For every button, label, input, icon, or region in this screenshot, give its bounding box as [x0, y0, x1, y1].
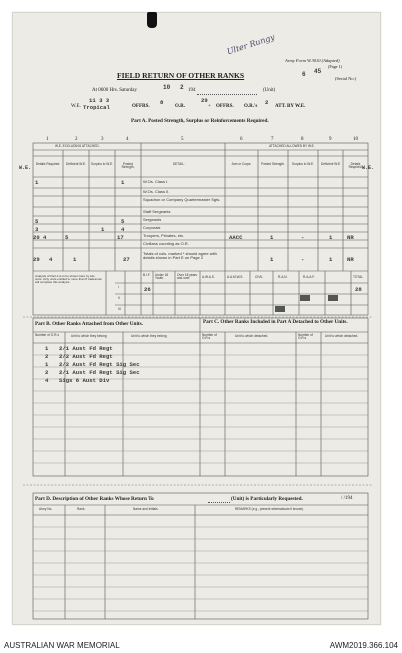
part-b-header: Number of O.R.s	[35, 333, 59, 337]
cell-value: 5	[35, 218, 39, 225]
part-d-header: REMARKS (e.g., present whereabouts if known).	[235, 507, 305, 511]
page-number: (Page 1)	[328, 64, 343, 69]
row-detail: W.Os. Class I.	[143, 179, 169, 184]
at-hours: At 0600 Hrs. Saturday	[92, 88, 137, 93]
handwritten-note: Ulter Rungy	[225, 32, 276, 57]
cell-value: 3	[35, 226, 39, 233]
part-b-unit: 2/1 Aust Fd Regt	[59, 345, 113, 352]
date-year: 194	[188, 88, 196, 93]
cell-value: 5	[121, 218, 125, 225]
offrs2-label: OFFRS.	[216, 104, 234, 109]
total-value: 29	[33, 256, 40, 263]
we-label: W.E.	[71, 104, 81, 109]
part-b-num: 1	[45, 361, 49, 368]
part-c-header: Number of O.R.s	[202, 333, 217, 341]
row-detail: W.Os. Class II.	[143, 189, 170, 194]
hdr-deficient: Deficient W.E.	[65, 162, 87, 166]
ors-label: O.R.'s	[244, 104, 258, 109]
row-detail: Staff Sergeants	[143, 209, 171, 214]
cell-value: 17	[117, 234, 124, 241]
total-value: NR	[347, 256, 354, 263]
col-num-3: 3	[101, 137, 104, 142]
we-value: 11 3 3	[89, 97, 110, 104]
part-d-header: Rank.	[77, 507, 86, 511]
trades-note: Analysis of Part A is to be shown here by ALL units. Only units entitled to more than 8 tradesmen will complete this analysis.	[35, 274, 103, 285]
offrs-label: OFFRS.	[132, 104, 150, 109]
part-b-header: Unit to which they belong	[71, 334, 107, 338]
trades-header: CIVIL	[255, 275, 263, 279]
part-b-unit: 2/1 Aust Fd Regt Sig Sec	[59, 369, 140, 376]
att-label: ATT. BY W.E.	[275, 104, 306, 109]
col-num-8: 8	[301, 137, 304, 142]
ors-value: 2	[265, 99, 269, 106]
trades-header: TOTAL	[353, 275, 363, 279]
offrs-value: 8	[160, 99, 164, 106]
part-b-unit: 2/2 Aust Fd Regt	[59, 353, 113, 360]
col-num-5: 5	[181, 137, 184, 142]
hdr-detail: DETAIL.	[173, 162, 185, 166]
row-detail: Totals of cols. marked * should agree with details shown in Part E on Page 2	[143, 251, 217, 261]
hdr-details-right: Details Required.	[348, 162, 363, 170]
part-b-num: 2	[45, 369, 49, 376]
hdr-surplus-right: Surplus to W.E.	[292, 162, 314, 166]
cell-value: 20	[33, 234, 40, 241]
footer-accession: AWM2019.366.104	[329, 641, 398, 650]
we-type: Tropical	[83, 104, 110, 111]
row-detail: Sergeants	[143, 217, 162, 222]
part-d-header: Army No.	[39, 507, 53, 511]
part-c-header: Unit to which detached.	[325, 334, 359, 338]
part-d-unit-line	[208, 502, 230, 503]
cell-value: 5	[65, 234, 69, 241]
cell-value: NR	[347, 234, 354, 241]
hdr-arm: Arm or Corps.	[231, 162, 252, 166]
col-num-9: 9	[329, 137, 332, 142]
part-b-header: Unit to which they belong	[131, 334, 167, 338]
part-b-num: 2	[45, 353, 49, 360]
serial-bottom: 45	[314, 68, 322, 75]
trades-header: Over 18 years and over.	[177, 273, 198, 281]
date-day: 10	[163, 84, 171, 91]
trades-total-value: 28	[355, 286, 362, 293]
cell-value: 1	[329, 234, 333, 241]
col-num-4: 4	[126, 137, 129, 142]
part-d-title-suffix: (Unit) is Particularly Requested.	[231, 496, 303, 502]
total-value: 4	[49, 256, 53, 263]
part-c-header: Unit to which detached.	[235, 334, 269, 338]
part-d-header: Name and Initials.	[133, 507, 159, 511]
part-b-unit: 2/2 Aust Fd Regt Sig Sec	[59, 361, 140, 368]
part-c-header: Number of O.R.s	[298, 333, 313, 341]
trades-header: Under 18 Youth.	[155, 273, 169, 281]
row-detail: Troopers, Privates, etc.	[143, 233, 185, 238]
trades-row-label: II	[118, 296, 120, 300]
row-detail: Civilians counting as O.R.	[143, 241, 189, 246]
row-detail: Squadron or Company Quartermaster Sgts.	[143, 197, 221, 202]
trades-bif-value: 26	[144, 286, 151, 293]
unit-label: (Unit)	[263, 88, 276, 93]
margin-we-right: W.E.	[362, 165, 375, 171]
part-a-title: Part A. Posted Strength, Surplus or Reinforcements Required.	[131, 118, 269, 124]
part-d-title: Part D. Description of Other Ranks Whose Return To	[35, 496, 154, 502]
trades-row-label: III	[118, 307, 121, 311]
footer-bar	[0, 640, 402, 653]
date-month: 2	[180, 84, 184, 91]
cell-value: 1	[101, 226, 105, 233]
punch-hole	[147, 12, 157, 28]
footer-credit: AUSTRALIAN WAR MEMORIAL	[4, 641, 120, 650]
part-b-num: 1	[45, 345, 49, 352]
total-value: 1	[73, 256, 77, 263]
hdr-posted: Posted Strength.	[121, 162, 135, 170]
serial-top: 6	[302, 71, 306, 78]
cell-value: -	[301, 234, 305, 241]
part-d-date: / /194	[341, 496, 353, 501]
part-b-unit: Sigs 6 Aust Div	[59, 377, 110, 384]
trades-header: R.A.N.	[278, 275, 288, 279]
cell-value: 1	[121, 179, 125, 186]
cell-value: AACC	[229, 234, 243, 241]
col-num-7: 7	[271, 137, 274, 142]
group-left-header: W.E. EXCLUDING ATTACHED.	[55, 144, 100, 148]
col-num-10: 10	[353, 137, 358, 142]
row-detail: Corporals	[143, 225, 161, 230]
col-num-6: 6	[240, 137, 243, 142]
army-form-id: Army Form W.3010 (Adapted)	[285, 58, 340, 63]
trades-header: R.A.A.F.	[303, 275, 315, 279]
part-b-title: Part B. Other Ranks Attached from Other Units.	[35, 321, 143, 327]
page-title: FIELD RETURN OF OTHER RANKS	[117, 71, 245, 80]
cell-value: 4	[43, 234, 47, 241]
cell-value: 1	[270, 234, 274, 241]
margin-we-left: W.E.	[19, 165, 32, 171]
total-value: 1	[329, 256, 333, 263]
total-value: 27	[123, 256, 130, 263]
trades-header: A.A.M.W.S.	[227, 275, 244, 279]
serial-label: (Serial No.)	[335, 76, 357, 81]
hdr-details-required: Details Required.	[35, 162, 61, 166]
col-num-2: 2	[75, 137, 78, 142]
trades-row-label: I	[118, 285, 119, 289]
form-sheet: Ulter Rungy Army Form W.3010 (Adapted) (Page 1) 6 45 (Serial No.) FIELD RETURN OF OTHER RANKS At 0600 Hrs. Saturday 10 2 194 (Unit) 11 3 3 W.E. Tropical OFFRS. 8 O.R. 29 + OFFRS. 2 O.R.'s ATT. BY W.E. Part A. Posted Strength, Surplus or Reinforcements Required. 1 2 3 4 5 6 7 8 9 10 W.E. EXCLUDING ATTACHED. ATTACHED ALLOWED BY W.E. Details Required. Deficient W.E. Surplus to W.E. Posted Strength. DETAIL. Arm or Corps. Posted Strength. Surplus to W.E. Deficient W.E. Details Required. W.E. W.E. W.Os. Class I. W.Os. Class II. Squadron or Company Quartermaster Sgts. Staff Sergeants Sergeants Corporals Troopers, Privates, etc. Civilians counting as O.R. Totals of cols. marked * should agree with details shown in Part E on Page 2 1 1 5 5 3 1 4 20 4 5 17 AACC 1 - 1 NR 29 4 1 27 1 - 1 NR Analysis of Part A is to be shown here by ALL units. Only units entitled to more than 8 tradesmen will complete this analysis. I II III B.I.F. Under 18 Youth. Over 18 years and over. A.W.A.S. A.A.M.W.S. CIVIL R.A.N. R.A.A.F. TOTAL 26 28 Part B. Other Ranks Attached from Other Units. Number of O.R.s Unit to which they belong Unit to which they belong 1 2/1 Aust Fd Regt 2 2/2 Aust Fd Regt 1 2/2 Aust Fd Regt Sig Sec 2 2/1 Aust Fd Regt Sig Sec 4 Sigs 6 Aust Div Part C. Other Ranks Included in Part A Detached to Other Units. Number of O.R.s Unit to which detached. Number of O.R.s Unit to which detached. Part D. Description of Other Ranks Whose Return To (Unit) is Particularly Requested. / /194 Army No. Rank. Name and Initials. REMARKS (e.g., present whereabouts if known).	[12, 12, 381, 625]
trades-header: A.W.A.S.	[202, 275, 215, 279]
hdr-posted-right: Posted Strength.	[261, 162, 285, 166]
ore-value: 29	[201, 97, 208, 104]
group-right-header: ATTACHED ALLOWED BY W.E.	[269, 144, 315, 148]
part-c-title: Part C. Other Ranks Included in Part A Detached to Other Units.	[203, 319, 348, 325]
hdr-deficient-right: Deficient W.E.	[320, 162, 342, 166]
part-b-num: 4	[45, 377, 49, 384]
cell-value: 4	[121, 226, 125, 233]
ore-label: O.R.	[175, 104, 185, 109]
total-value: 1	[270, 256, 274, 263]
hdr-surplus: Surplus to W.E.	[91, 162, 113, 166]
trades-header: B.I.F.	[143, 273, 151, 277]
col-num-1: 1	[46, 137, 49, 142]
total-value: -	[301, 256, 305, 263]
cell-value: 1	[35, 179, 39, 186]
